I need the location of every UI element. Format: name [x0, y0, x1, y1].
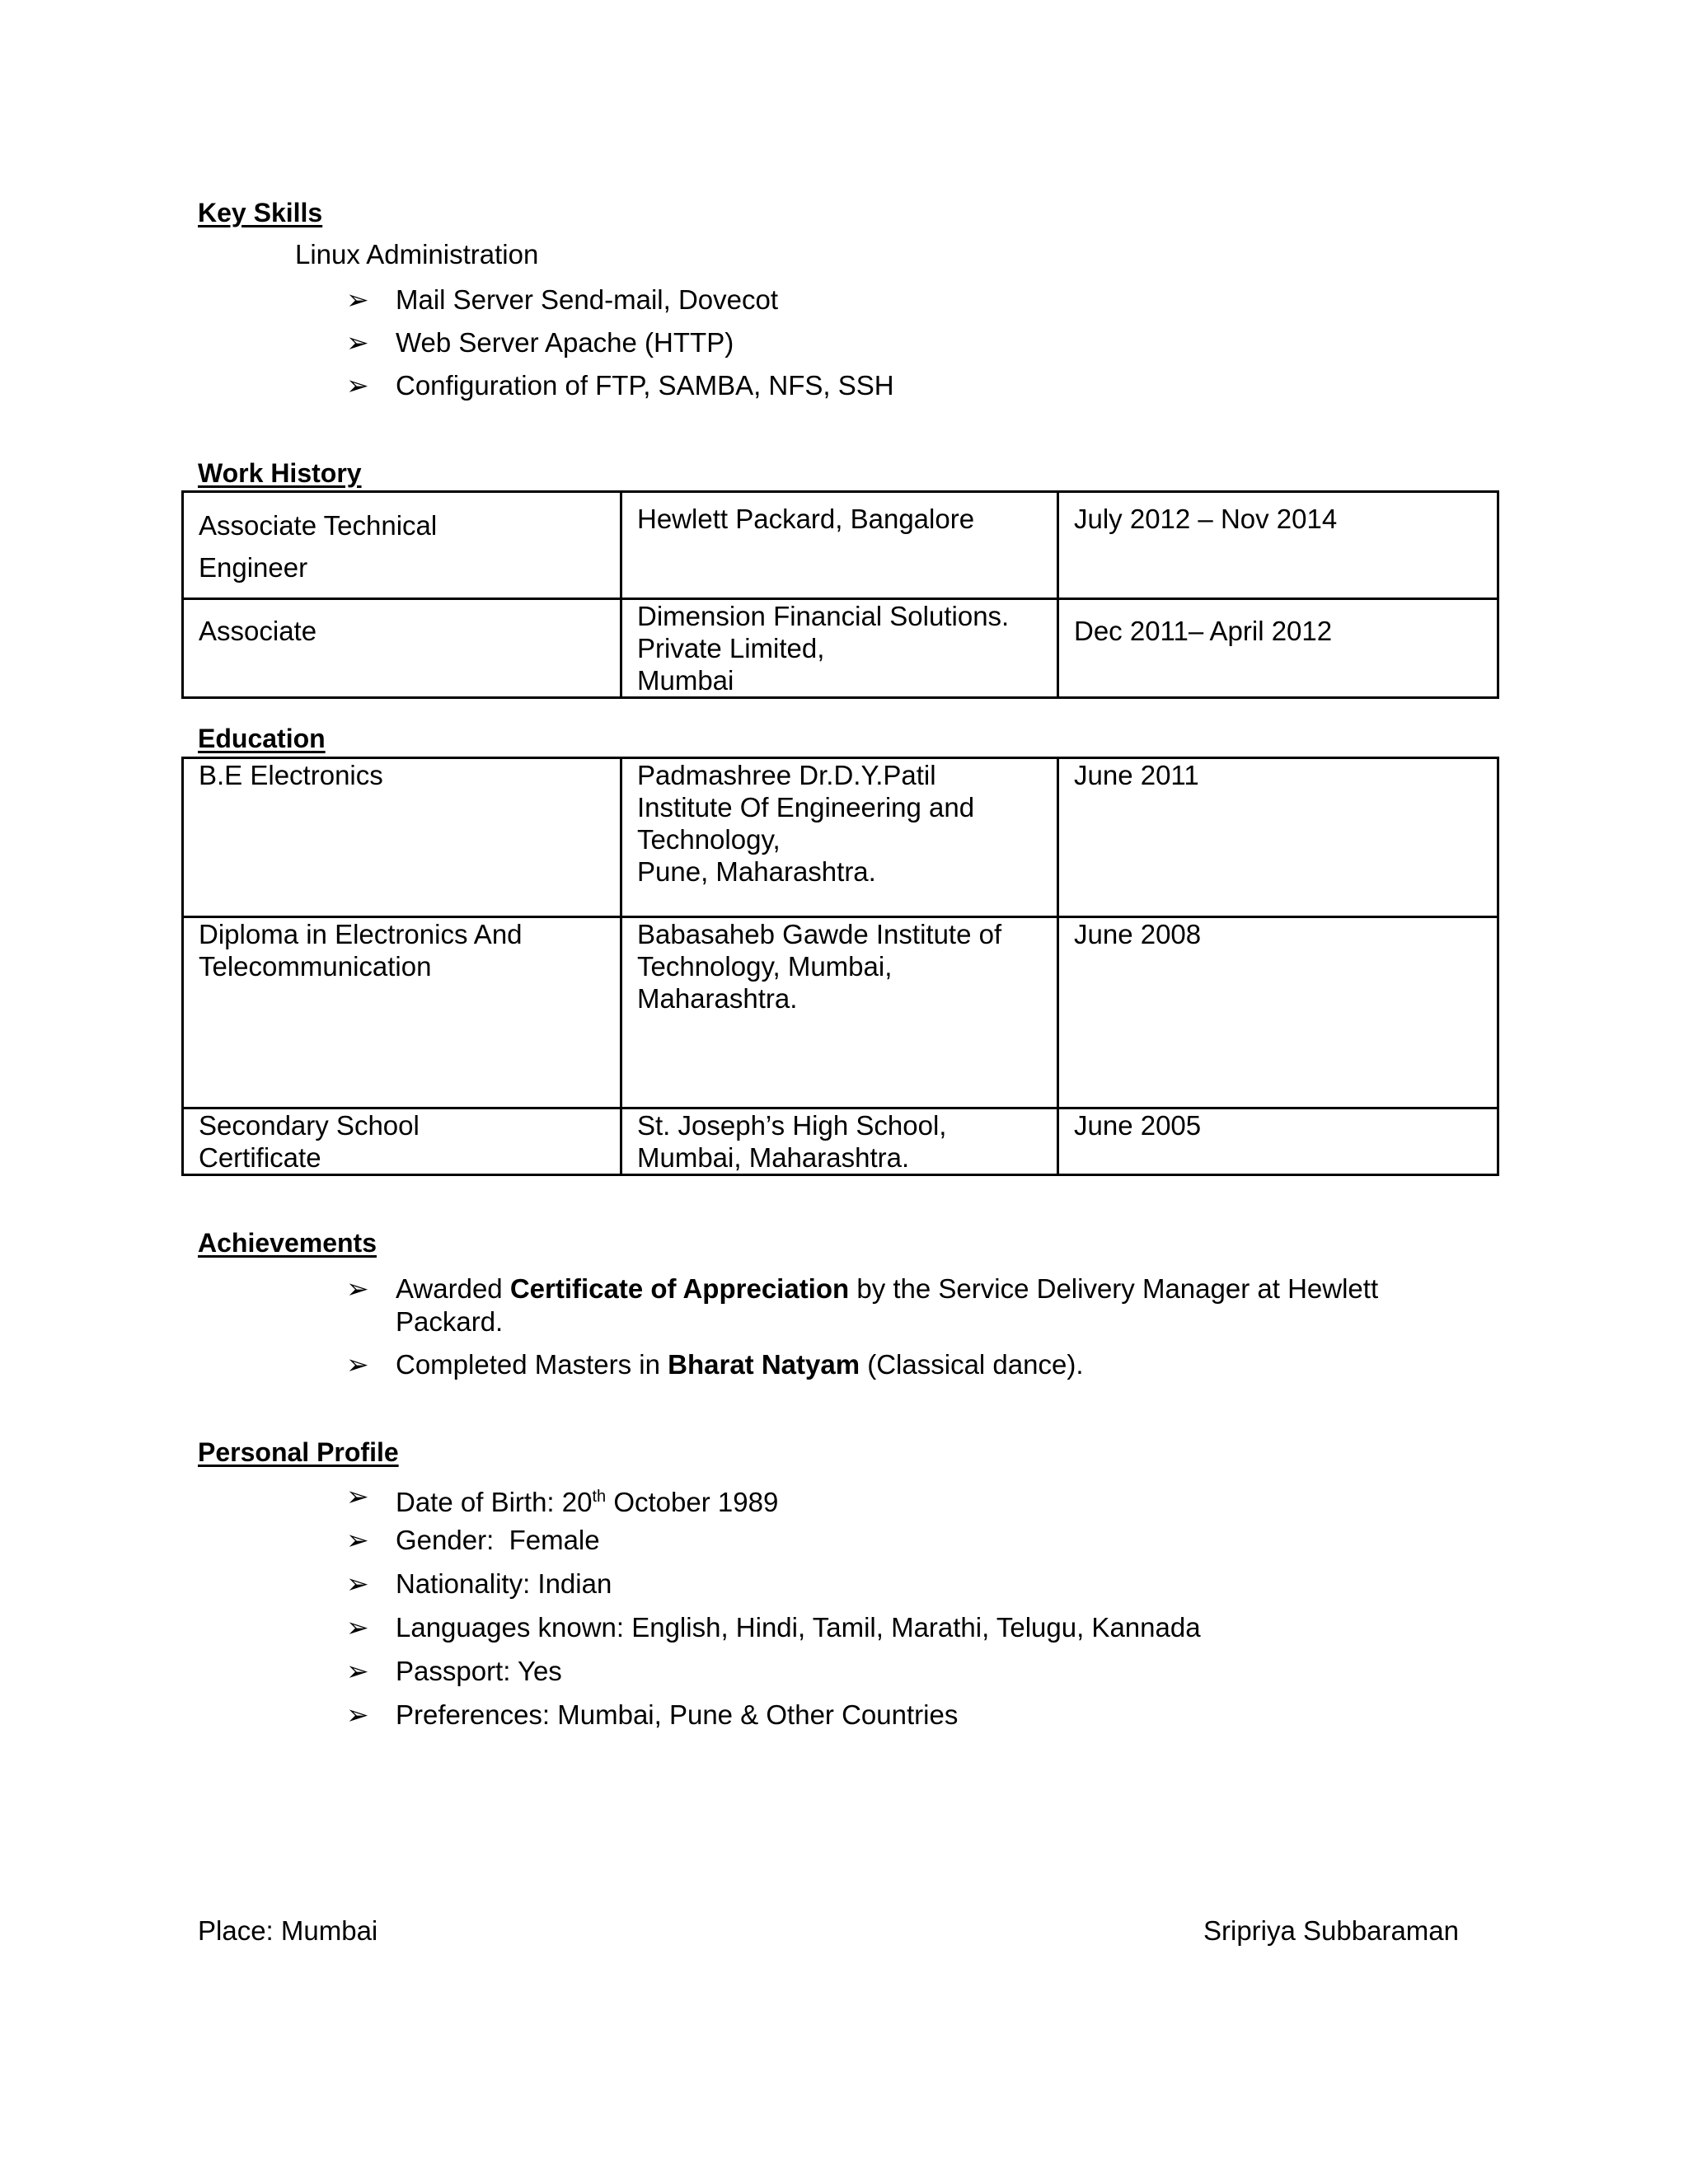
skill-item: Mail Server Send-mail, Dovecot [396, 284, 778, 315]
achievement-text: (Classical dance). [860, 1349, 1084, 1380]
bullet-arrow-icon: ➢ [346, 1273, 369, 1304]
table-row [183, 492, 1498, 599]
personal-profile-heading: Personal Profile [198, 1437, 399, 1467]
work-history-heading: Work History [198, 458, 362, 488]
achievement-highlight: Bharat Natyam [668, 1349, 860, 1380]
dob-suffix: th [592, 1488, 607, 1506]
profile-item: Languages known: English, Hindi, Tamil, Marathi, Telugu, Kannada [396, 1612, 1201, 1643]
education-institute: Padmashree Dr.D.Y.Patil Institute Of Engineering and Technology, Pune, Maharashtra. [621, 758, 1058, 917]
profile-item: Gender: Female [396, 1525, 600, 1555]
profile-dob [396, 1480, 778, 1519]
education-year: June 2005 [1058, 1108, 1498, 1175]
key-skills-subheading: Linux Administration [295, 239, 539, 269]
skill-item: Web Server Apache (HTTP) [396, 327, 734, 358]
achievements-heading: Achievements [198, 1228, 377, 1258]
bullet-arrow-icon: ➢ [346, 370, 369, 401]
job-role: Associate [183, 599, 621, 698]
work-history-table [181, 490, 1499, 699]
table-row [183, 917, 1498, 1108]
bullet-arrow-icon: ➢ [346, 327, 369, 358]
education-year: June 2011 [1058, 758, 1498, 917]
job-period: Dec 2011– April 2012 [1058, 599, 1498, 698]
education-table [181, 757, 1499, 1176]
profile-item: Nationality: Indian [396, 1568, 612, 1599]
achievement-continuation: Packard. [396, 1306, 504, 1337]
job-company: Hewlett Packard, Bangalore [621, 492, 1058, 599]
achievement-item [396, 1272, 1467, 1305]
achievement-text: Completed Masters in [396, 1349, 668, 1380]
achievement-text: Awarded [396, 1273, 510, 1304]
profile-item: Preferences: Mumbai, Pune & Other Countries [396, 1699, 959, 1730]
education-year: June 2008 [1058, 917, 1498, 1108]
education-heading: Education [198, 724, 326, 753]
education-institute: Babasaheb Gawde Institute of Technology, Mumbai, Maharashtra. [621, 917, 1058, 1108]
bullet-arrow-icon: ➢ [346, 1612, 369, 1643]
skill-item: Configuration of FTP, SAMBA, NFS, SSH [396, 370, 894, 401]
job-role: Associate Technical Engineer [183, 492, 621, 599]
dob-text: October 1989 [606, 1487, 779, 1517]
job-company: Dimension Financial Solutions. Private Limited, Mumbai [621, 599, 1058, 698]
education-institute: St. Joseph’s High School, Mumbai, Maharashtra. [621, 1108, 1058, 1175]
education-degree: Diploma in Electronics And Telecommunication [183, 917, 621, 1108]
bullet-arrow-icon: ➢ [346, 284, 369, 315]
bullet-arrow-icon: ➢ [346, 1568, 369, 1599]
table-row [183, 1108, 1498, 1175]
profile-item: Passport: Yes [396, 1656, 562, 1686]
achievement-highlight: Certificate of Appreciation [509, 1273, 850, 1304]
bullet-arrow-icon: ➢ [346, 1656, 369, 1686]
job-period: July 2012 – Nov 2014 [1058, 492, 1498, 599]
education-degree: Secondary School Certificate [183, 1108, 621, 1175]
bullet-arrow-icon: ➢ [346, 1349, 369, 1380]
bullet-arrow-icon: ➢ [346, 1699, 369, 1730]
key-skills-heading: Key Skills [198, 198, 323, 227]
footer-signature-name: Sripriya Subbaraman [1203, 1915, 1459, 1946]
achievement-item [396, 1348, 1084, 1381]
footer-place: Place: Mumbai [198, 1915, 378, 1946]
table-row [183, 758, 1498, 917]
education-degree: B.E Electronics [183, 758, 621, 917]
bullet-arrow-icon: ➢ [346, 1481, 369, 1511]
achievement-text: by the Service Delivery Manager at Hewlett [849, 1273, 1379, 1304]
table-row [183, 599, 1498, 698]
dob-text: Date of Birth: 20 [396, 1487, 593, 1517]
bullet-arrow-icon: ➢ [346, 1525, 369, 1555]
